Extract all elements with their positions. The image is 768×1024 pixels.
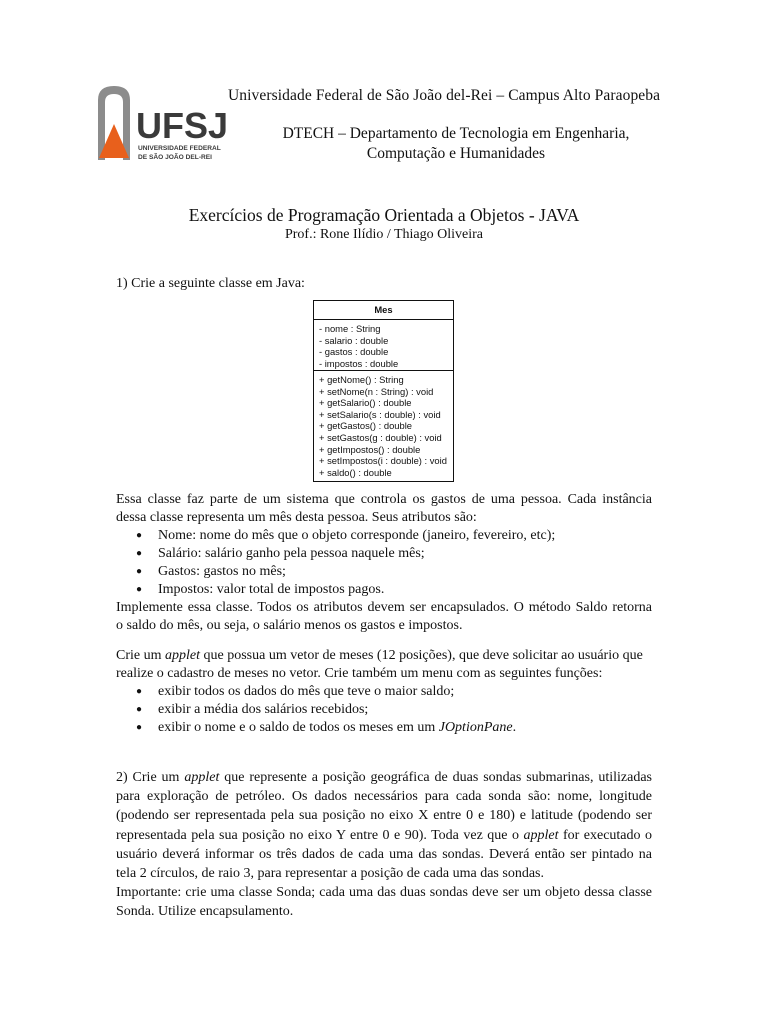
- list-item: ● exibir a média dos salários recebidos;: [116, 701, 652, 719]
- list-item: ● Nome: nome do mês que o objeto corresponde (janeiro, fevereiro, etc);: [116, 527, 652, 545]
- uml-class-diagram: [313, 300, 454, 482]
- uml-method: + setImpostos(i : double) : void: [319, 455, 447, 467]
- text-run: que represente a posição geográfica de duas sondas submarinas, utilizadas: [219, 770, 653, 785]
- list-item: ● Impostos: valor total de impostos pagos.: [116, 581, 652, 599]
- text-line: para exploração de petróleo. Os dados necessários para cada sonda são: nome, longitude: [116, 789, 652, 805]
- text-line: Implemente essa classe. Todos os atributos devem ser encapsulados. O método Saldo retorna: [116, 600, 652, 615]
- text-run: representada pela sua posição no eixo Y entre 0 e 90). Toda vez que o: [116, 827, 524, 843]
- university-name: Universidade Federal de São João del-Rei – Campus Alto Paraopeba: [228, 87, 661, 104]
- text-line: o saldo do mês, ou seja, o salário menos os gastos e impostos.: [116, 618, 463, 633]
- list-item: ● Salário: salário ganho pela pessoa naquele mês;: [116, 545, 652, 563]
- uml-method: + saldo() : double: [319, 466, 392, 478]
- function-list: [116, 683, 652, 737]
- department-line-2: Computação e Humanidades: [366, 145, 546, 162]
- uml-method: + getImpostos() : double: [319, 443, 421, 455]
- text-run-italic: applet: [523, 827, 559, 843]
- page-title: Exercícios de Programação Orientada a Objetos - JAVA: [188, 205, 580, 225]
- text-run-italic: JOptionPane: [438, 720, 513, 735]
- text-line: [116, 826, 652, 845]
- uml-methods: [314, 371, 453, 480]
- q1-paragraph-1: [116, 491, 652, 635]
- question-2: [116, 768, 652, 922]
- text-run: for executado o: [558, 827, 652, 843]
- attribute-list: [116, 527, 652, 599]
- text-line: Essa classe faz parte de um sistema que controla os gastos de uma pessoa. Cada instância: [116, 492, 652, 507]
- text-run-italic: applet: [165, 648, 200, 663]
- q1-paragraph-3: [116, 647, 652, 737]
- text-line: realize o cadastro de meses no vetor. Crie também um menu com as seguintes funções:: [116, 666, 603, 681]
- uml-attribute: - gastos : double: [319, 346, 389, 358]
- uml-attributes: [314, 320, 453, 371]
- text-line: tela 2 círculos, de raio 3, para representar a posição de cada uma das sondas.: [116, 866, 544, 882]
- question-1-heading: 1) Crie a seguinte classe em Java:: [116, 276, 305, 291]
- text-line: usuário deverá informar os três dados de cada uma das sondas. Deverá então ser pintado na: [116, 846, 652, 862]
- uml-method: + getSalario() : double: [319, 397, 412, 409]
- page-subtitle: Prof.: Rone Ilídio / Thiago Oliveira: [284, 227, 484, 242]
- text-run: Crie um: [116, 648, 165, 663]
- uml-method: + getGastos() : double: [319, 420, 413, 432]
- text-run: 2) Crie um: [116, 770, 185, 785]
- text-run-italic: applet: [184, 770, 220, 785]
- text-line: [116, 647, 652, 665]
- list-item: [116, 719, 652, 737]
- text-line: dessa classe representa um mês desta pessoa. Seus atributos são:: [116, 510, 477, 525]
- ufsj-logo: [96, 84, 228, 162]
- uml-method: + setGastos(g : double) : void: [319, 431, 442, 443]
- text-run: que possua um vetor de meses (12 posições), que deve solicitar ao usuário que: [200, 648, 643, 663]
- text-run: .: [512, 720, 517, 735]
- list-item: ● exibir todos os dados do mês que teve o maior saldo;: [116, 683, 652, 701]
- uml-attribute: - nome : String: [319, 323, 381, 334]
- text-line: Importante: crie uma classe Sonda; cada uma das duas sondas deve ser um objeto dessa classe: [116, 885, 652, 901]
- uml-attribute: - impostos : double: [319, 357, 399, 369]
- department-line-1: DTECH – Departamento de Tecnologia em Engenharia,: [282, 125, 630, 142]
- logo-text: UFSJ: [136, 105, 228, 146]
- text-line: [116, 768, 652, 787]
- department-name: [270, 124, 642, 164]
- logo-subtext-1: UNIVERSIDADE FEDERAL: [138, 145, 221, 152]
- text-run: exibir o nome e o saldo de todos os meses em um: [158, 720, 439, 735]
- logo-subtext-2: DE SÃO JOÃO DEL-REI: [138, 154, 213, 161]
- uml-attribute: - salario : double: [319, 334, 389, 346]
- text-line: (podendo ser representada pela sua posição no eixo X entre 0 e 180) e latitude (podendo ser: [116, 808, 652, 824]
- uml-method: + getNome() : String: [319, 374, 404, 385]
- uml-class-name: Mes: [314, 301, 453, 320]
- uml-method: + setSalario(s : double) : void: [319, 408, 441, 420]
- text-line: Sonda. Utilize encapsulamento.: [116, 904, 294, 920]
- uml-method: + setNome(n : String) : void: [319, 385, 434, 397]
- list-item: ● Gastos: gastos no mês;: [116, 563, 652, 581]
